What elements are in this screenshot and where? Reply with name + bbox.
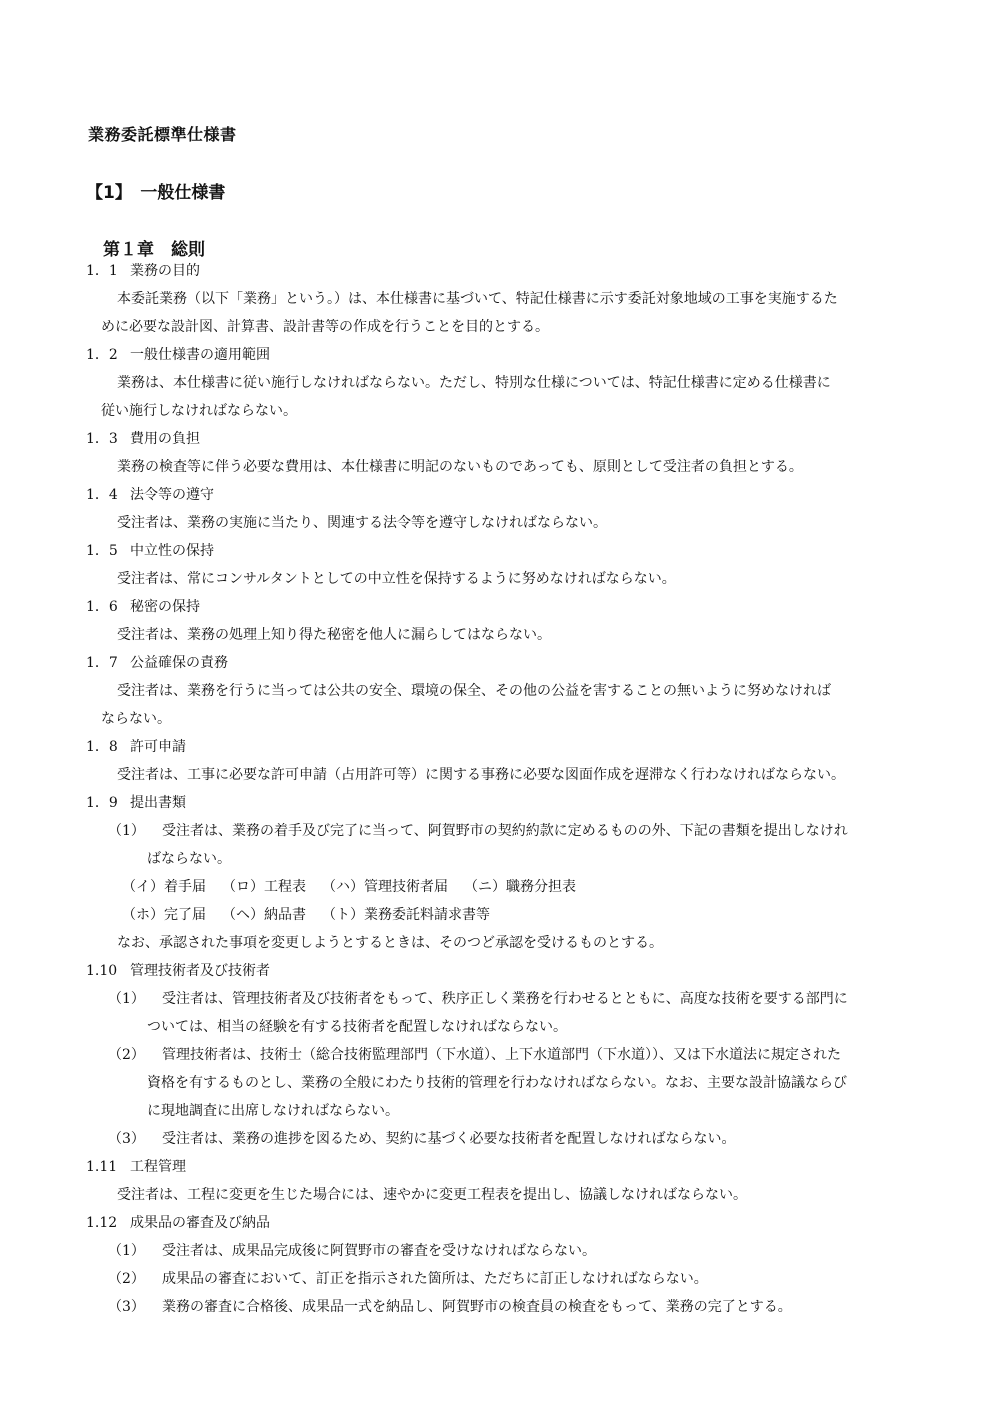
section-text: 業務の検査等に伴う必要な費用は、本仕様書に明記のないものであっても、原則として受注者の負担とする。 xyxy=(117,459,803,475)
section-text: 受注者は、工事に必要な許可申請（占用許可等）に関する事務に必要な図面作成を遅滞なく行わなければならない。 xyxy=(117,767,845,783)
section-heading: 1．2 一般仕様書の適用範囲 xyxy=(86,347,270,363)
list-item: （3） 受注者は、業務の進捗を図るため、契約に基づく必要な技術者を配置しなければならない。 xyxy=(108,1131,736,1147)
section-text: 業務は、本仕様書に従い施行しなければならない。ただし、特別な仕様については、特記仕様書に定める仕様書に xyxy=(117,375,831,391)
list-item-continuation: に現地調査に出席しなければならない。 xyxy=(147,1103,399,1119)
section-heading: 1．9 提出書類 xyxy=(86,795,186,811)
section-heading: 1．1 業務の目的 xyxy=(86,263,200,279)
section-text: 受注者は、業務を行うに当っては公共の安全、環境の保全、その他の公益を害することの無いように努めなければ xyxy=(117,683,831,699)
section-text: 受注者は、常にコンサルタントとしての中立性を保持するように努めなければならない。 xyxy=(117,571,676,587)
sections xyxy=(0,257,1000,1321)
section-heading: 1．4 法令等の遵守 xyxy=(86,487,214,503)
list-item: （3） 業務の審査に合格後、成果品一式を納品し、阿賀野市の検査員の検査をもって、業務の完了とする。 xyxy=(108,1299,792,1315)
section-text: 本委託業務（以下「業務」という。）は、本仕様書に基づいて、特記仕様書に示す委託対象地域の工事を実施するた xyxy=(117,291,838,307)
section-heading: 1．8 許可申請 xyxy=(86,739,186,755)
section-text: 受注者は、業務の処理上知り得た秘密を他人に漏らしてはならない。 xyxy=(117,627,551,643)
section-text: ならない。 xyxy=(101,711,171,727)
list-item-continuation: 資格を有するものとし、業務の全般にわたり技術的管理を行わなければならない。なお、主要な設計協議ならび xyxy=(147,1075,847,1091)
section-text: 受注者は、業務の実施に当たり、関連する法令等を遵守しなければならない。 xyxy=(117,515,607,531)
list-item: （1） 受注者は、成果品完成後に阿賀野市の審査を受けなければならない。 xyxy=(108,1243,596,1259)
chapter-title: 第１章 総則 xyxy=(103,240,205,260)
list-item: （2） 成果品の審査において、訂正を指示された箇所は、ただちに訂正しなければならない。 xyxy=(108,1271,708,1287)
section-heading: 1．6 秘密の保持 xyxy=(86,599,200,615)
section-text: 受注者は、工程に変更を生じた場合には、速やかに変更工程表を提出し、協議しなければならない。 xyxy=(117,1187,747,1203)
section-heading: 1.12 成果品の審査及び納品 xyxy=(86,1215,270,1231)
section-heading: 1．5 中立性の保持 xyxy=(86,543,214,559)
section-heading: 1.10 管理技術者及び技術者 xyxy=(86,963,270,979)
list-item-continuation: ついては、相当の経験を有する技術者を配置しなければならない。 xyxy=(147,1019,567,1035)
section-heading: 1．3 費用の負担 xyxy=(86,431,200,447)
document-list-row: （イ）着手届 （ロ）工程表 （ハ）管理技術者届 （ニ）職務分担表 xyxy=(122,879,576,895)
section-heading: 1．7 公益確保の責務 xyxy=(86,655,228,671)
list-item: （1） 受注者は、業務の着手及び完了に当って、阿賀野市の契約約款に定めるものの外、下記の書類を提出しなけれ xyxy=(108,823,848,839)
document-list-row: （ホ）完了届 （ヘ）納品書 （ト）業務委託料請求書等 xyxy=(122,907,490,923)
section-text: 従い施行しなければならない。 xyxy=(101,403,297,419)
list-item: （2） 管理技術者は、技術士（総合技術監理部門（下水道）、上下水道部門（下水道））、又は下水道法に規定された xyxy=(108,1047,841,1063)
section-note: なお、承認された事項を変更しようとするときは、そのつど承認を受けるものとする。 xyxy=(117,935,663,951)
document-title: 業務委託標準仕様書 xyxy=(88,125,237,144)
list-item: （1） 受注者は、管理技術者及び技術者をもって、秩序正しく業務を行わせるとともに、高度な技術を要する部門に xyxy=(108,991,848,1007)
section-text: めに必要な設計図、計算書、設計書等の作成を行うことを目的とする。 xyxy=(101,319,549,335)
section-heading: 1.11 工程管理 xyxy=(86,1159,186,1175)
list-item-continuation: ばならない。 xyxy=(147,851,231,867)
part-title: 【1】 一般仕様書 xyxy=(86,183,226,203)
